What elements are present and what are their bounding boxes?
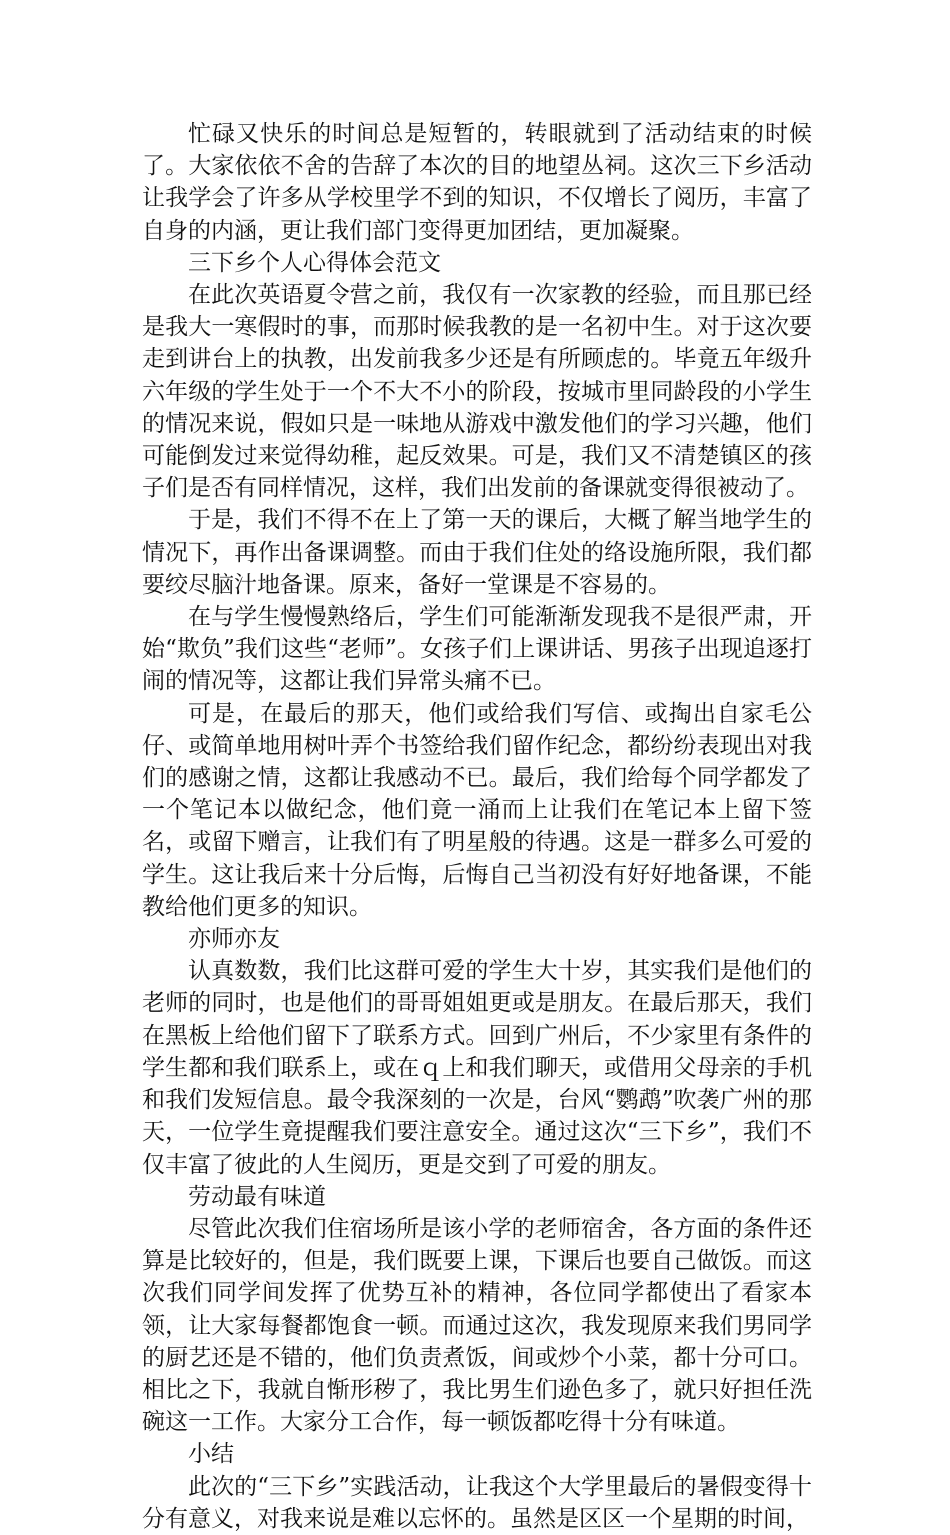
- paragraph-last-day: 可是，在最后的那天，他们或给我们写信、或掏出自家毛公仔、或简单地用树叶弄个书签给我们留作纪念，都纷纷表现出对我们的感谢之情，这都让我感动不已。最后，我们给每个同学都发了一个笔记本以做纪念，他们竟一涌而上让我们在笔记本上留下签名，或留下赠言，让我们有了明星般的待遇。这是一群多么可爱的学生。这让我后来十分后悔，后悔自己当初没有好好地备课，不能教给他们更多的知识。: [142, 700, 812, 920]
- paragraph-activity-end: 忙碌又快乐的时间总是短暂的，转眼就到了活动结束的时候了。大家依依不舍的告辞了本次的目的地望丛祠。这次三下乡活动让我学会了许多从学校里学不到的知识，不仅增长了阅历，丰富了自身的内涵，更让我们部门变得更加团结，更加凝聚。: [142, 121, 812, 244]
- heading-summary: 小结: [188, 1441, 234, 1468]
- document-page: [142, 118, 812, 1535]
- paragraph-summer-camp: 在此次英语夏令营之前，我仅有一次家教的经验，而且那已经是我大一寒假时的事，而那时候我教的是一名初中生。对于这次要走到讲台上的执教，出发前我多少还是有所顾虑的。毕竟五年级升六年级的学生处于一个不大不小的阶段，按城市里同龄段的小学生的情况来说，假如只是一味地从游戏中激发他们的学习兴趣，他们可能倒发过来觉得幼稚，起反效果。可是，我们又不清楚镇区的孩子们是否有同样情况，这样，我们出发前的备课就变得很被动了。: [142, 282, 812, 502]
- heading-labor: 劳动最有味道: [188, 1183, 326, 1210]
- paragraph-students-familiar: 在与学生慢慢熟络后，学生们可能渐渐发现我不是很严肃，开始“欺负”我们这些“老师”。女孩子们上课讲话、男孩子出现追逐打闹的情况等，这都让我们异常头痛不已。: [142, 604, 812, 695]
- paragraph-teacher-friend: 认真数数，我们比这群可爱的学生大十岁，其实我们是他们的老师的同时，也是他们的哥哥姐姐更或是朋友。在最后那天，我们在黑板上给他们留下了联系方式。回到广州后，不少家里有条件的学生都和我们联系上，或在ｑ上和我们聊天，或借用父母亲的手机和我们发短信息。最令我深刻的一次是，台风“鹦鹉”吹袭广州的那天，一位学生竟提醒我们要注意安全。通过这次“三下乡”，我们不仅丰富了彼此的人生阅历，更是交到了可爱的朋友。: [142, 958, 812, 1178]
- heading-essay-title: 三下乡个人心得体会范文: [188, 249, 441, 276]
- paragraph-summary: 此次的“三下乡”实践活动，让我这个大学里最后的暑假变得十分有意义，对我来说是难以忘怀的。虽然是区区一个星期的时间，: [142, 1473, 812, 1532]
- paragraph-lesson-adjust: 于是，我们不得不在上了第一天的课后，大概了解当地学生的情况下，再作出备课调整。而由于我们住处的络设施所限，我们都要绞尽脑汁地备课。原来，备好一堂课是不容易的。: [142, 507, 812, 598]
- paragraph-labor: 尽管此次我们住宿场所是该小学的老师宿舍，各方面的条件还算是比较好的，但是，我们既要上课，下课后也要自己做饭。而这次我们同学间发挥了优势互补的精神，各位同学都使出了看家本领，让大家每餐都饱食一顿。而通过这次，我发现原来我们男同学的厨艺还是不错的，他们负责煮饭，间或炒个小菜，都十分可口。相比之下，我就自惭形秽了，我比男生们逊色多了，就只好担任洗碗这一工作。大家分工合作，每一顿饭都吃得十分有味道。: [142, 1215, 812, 1436]
- heading-teacher-friend: 亦师亦友: [188, 926, 280, 953]
